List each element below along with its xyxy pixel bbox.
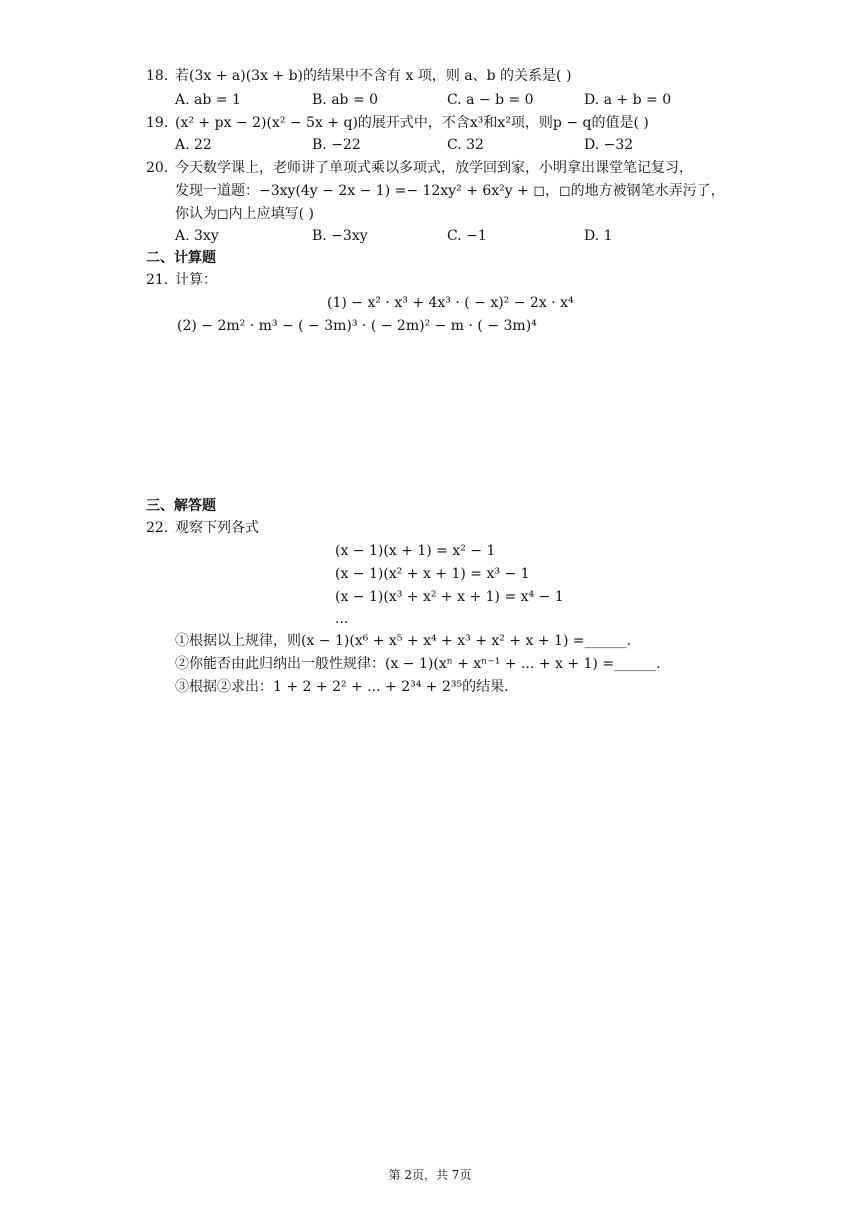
question-text-18: 若(3x + a)(3x + b)的结果中不含有 x 项，则 a、b 的关系是( ): [175, 68, 572, 84]
question-text-19: (x² + px − 2)(x² − 5x + q)的展开式中，不含x³和x²项，则p − q的值是( ): [175, 115, 649, 131]
question-text-22: 观察下列各式: [175, 520, 259, 536]
q19-option-c: C. 32: [447, 137, 484, 153]
q22-subquestion-1: ①根据以上规律，则(x − 1)(x⁶ + x⁵ + x⁴ + x³ + x² + x + 1) =______.: [175, 633, 632, 649]
question-number-20: 20.: [146, 160, 169, 176]
q19-option-b: B. −22: [312, 137, 361, 153]
q18-option-c: C. a − b = 0: [447, 92, 534, 108]
q21-formula-2: (2) − 2m² · m³ − ( − 3m)³ · ( − 2m)² − m · ( − 3m)⁴: [177, 318, 537, 334]
question-number-19: 19.: [146, 115, 169, 131]
q22-ellipsis: ...: [335, 611, 349, 627]
q18-option-b: B. ab = 0: [312, 92, 379, 108]
q19-option-d: D. −32: [584, 137, 634, 153]
q18-option-d: D. a + b = 0: [584, 92, 672, 108]
page-footer: 第 2页，共 7页: [388, 1168, 472, 1182]
q18-option-a: A. ab = 1: [175, 92, 241, 108]
q20-option-b: B. −3xy: [312, 228, 368, 244]
q22-subquestion-3: ③根据②求出：1 + 2 + 2² + ... + 2³⁴ + 2³⁵的结果.: [175, 679, 509, 695]
q22-equation-1: (x − 1)(x + 1) = x² − 1: [335, 543, 496, 559]
question-number-22: 22.: [146, 520, 169, 536]
q19-option-a: A. 22: [175, 137, 212, 153]
question-text-20-line2: 发现一道题：−3xy(4y − 2x − 1) =− 12xy² + 6x²y + ◻，◻的地方被钢笔水弄污了，: [175, 183, 725, 199]
question-text-20-line3: 你认为◻内上应填写( ): [175, 206, 314, 222]
section-title-answer: 三、解答题: [146, 498, 216, 514]
q21-formula-1: (1) − x² · x³ + 4x³ · ( − x)² − 2x · x⁴: [327, 295, 574, 311]
question-number-18: 18.: [146, 68, 169, 84]
q22-equation-2: (x − 1)(x² + x + 1) = x³ − 1: [335, 566, 530, 582]
question-text-20-line1: 今天数学课上，老师讲了单项式乘以多项式，放学回到家，小明拿出课堂笔记复习，: [175, 160, 693, 176]
question-number-21: 21.: [146, 272, 169, 288]
q20-option-c: C. −1: [447, 228, 487, 244]
q22-subquestion-2: ②你能否由此归纳出一般性规律：(x − 1)(xⁿ + xⁿ⁻¹ + ... + x + 1) =______.: [175, 656, 661, 672]
q20-option-d: D. 1: [584, 228, 613, 244]
q22-equation-3: (x − 1)(x³ + x² + x + 1) = x⁴ − 1: [335, 589, 564, 605]
question-text-21: 计算：: [175, 272, 217, 288]
section-title-calculation: 二、计算题: [146, 250, 216, 266]
q20-option-a: A. 3xy: [175, 228, 219, 244]
